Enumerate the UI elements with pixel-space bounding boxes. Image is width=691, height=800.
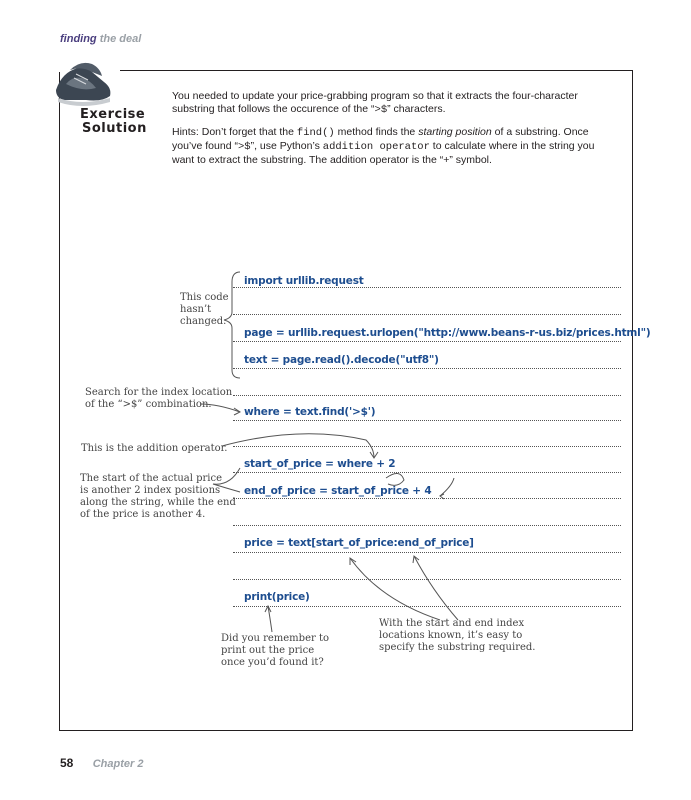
note-remember-print: Did you remember to print out the price once you’d found it? [221,633,329,668]
end-index-arrow [414,556,458,620]
note-start-end: The start of the actual price is another 2 index positions along the string, while the end of the price is another 4. [80,473,236,520]
chapter-label: Chapter 2 [92,758,144,770]
code-line-text: text = page.read().decode("utf8") [244,354,439,366]
code-line-print: print(price) [244,591,310,603]
code-line-price: price = text[start_of_price:end_of_price] [244,537,474,549]
code-line-start-of-price: start_of_price = where + 2 [244,458,396,470]
unchanged-brace [224,272,240,378]
start-index-arrow [350,558,440,620]
plus-four-loop [440,478,454,496]
note-search: Search for the index location of the “>$” combination. [85,387,233,410]
note-addition-operator: This is the addition operator. [81,443,228,454]
header-subtopic: the deal [99,33,142,45]
code-line-import: import urllib.request [244,275,364,287]
instructions-paragraph-1: You needed to update your price-grabbing program so that it extracts the four-character substring that follows the occurence of the “>$” characters. [172,90,578,116]
page-number: 58 [60,756,74,770]
exercise-label: Exercise [80,107,146,122]
header-topic: finding [60,33,97,45]
instructions-paragraph-2: Hints: Don’t forget that the find() method finds the starting position of a substring. Once you’ve found “>$”, use Python’s addition operator to calculate where in the string you want to extract the substring. The addition operator is the “+” symbol. [172,126,595,166]
solution-label: Solution [82,121,147,136]
note-unchanged: This code hasn’t changed. [180,292,229,327]
plus-two-loop [386,473,404,485]
end-arrow [213,484,240,492]
start-arrow [213,468,240,484]
addition-arrow [222,434,374,458]
code-line-end-of-price: end_of_price = start_of_price + 4 [244,485,432,497]
code-line-where: where = text.find('>$') [244,406,376,418]
note-start-end-known: With the start and end index locations known, it’s easy to specify the substring required. [379,618,536,653]
page-footer [60,756,143,770]
code-line-page: page = urllib.request.urlopen("http://www.beans-r-us.biz/prices.html") [244,327,651,339]
